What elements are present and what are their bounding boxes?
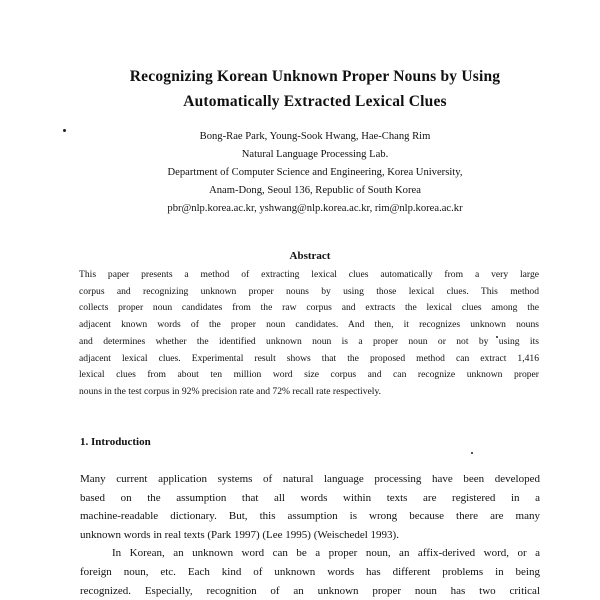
author-address: Anam-Dong, Seoul 136, Republic of South Korea	[209, 185, 421, 196]
intro-line: machine-readable dictionary. But, this assumption is wrong because there are many	[80, 510, 540, 523]
author-block	[60, 128, 570, 218]
abstract-line: lexical clues from about ten million word size corpus and can recognize unknown proper	[79, 369, 539, 381]
abstract-heading: Abstract	[289, 250, 331, 262]
abstract-line: nouns in the test corpus in 92% precision rate and 72% recall rate respectively.	[79, 385, 382, 397]
section-heading-introduction: 1. Introduction	[80, 436, 151, 448]
introduction-body	[80, 470, 540, 600]
title-line: Automatically Extracted Lexical Clues	[183, 93, 447, 110]
author-lab: Natural Language Processing Lab.	[241, 149, 389, 160]
intro-line: Many current application systems of natural language processing have been developed	[80, 473, 540, 485]
abstract-line: adjacent lexical clues. Experimental result shows that the proposed method can extract 1,416	[79, 352, 539, 364]
paper-title	[60, 64, 570, 114]
title-line: Recognizing Korean Unknown Proper Nouns by Using	[129, 68, 501, 85]
abstract-line: collects proper noun candidates from the raw corpus and extracts the lexical clues among the	[79, 302, 539, 314]
author-department: Department of Computer Science and Engineering, Korea University,	[167, 167, 463, 178]
abstract-body	[79, 267, 539, 401]
intro-line: recognized. Especially, recognition of an unknown proper noun has two critical	[80, 584, 540, 597]
author-emails: pbr@nlp.korea.ac.kr, yshwang@nlp.korea.ac.kr, rim@nlp.korea.ac.kr	[167, 203, 463, 214]
abstract-line: This paper presents a method of extracting lexical clues automatically from a very large	[79, 269, 539, 280]
abstract-line: adjacent known words of the proper noun candidates. And then, it recognizes unknown nouns	[79, 319, 539, 331]
intro-line: foreign noun, etc. Each kind of unknown words has different problems in being	[80, 565, 540, 578]
author-names: Bong-Rae Park, Young-Sook Hwang, Hae-Chang Rim	[199, 131, 431, 142]
intro-line: In Korean, an unknown word can be a proper noun, an affix-derived word, or a	[112, 547, 540, 560]
intro-line: unknown words in real texts (Park 1997) (Lee 1995) (Weischedel 1993).	[80, 528, 399, 541]
abstract-line: and determines whether the identified unknown noun is a proper noun or not by using its	[79, 335, 539, 347]
intro-line: based on the assumption that all words within texts are registered in a	[80, 491, 540, 504]
scan-speck	[471, 452, 473, 454]
abstract-line: corpus and recognizing unknown proper nouns by using those lexical clues. This method	[79, 285, 539, 297]
